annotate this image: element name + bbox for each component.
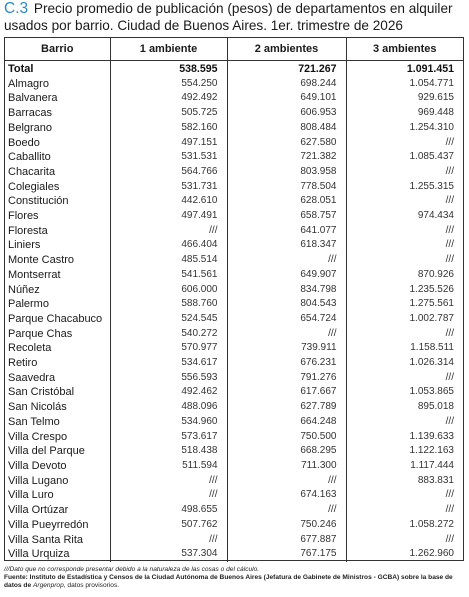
price-cell: 541.561	[110, 268, 227, 283]
price-cell: 1.002.787	[346, 312, 463, 327]
price-cell: 531.531	[110, 150, 227, 165]
footnote	[4, 566, 466, 574]
price-cell: 507.762	[110, 518, 227, 533]
price-cell: 524.545	[110, 312, 227, 327]
price-cell: 498.655	[110, 503, 227, 518]
price-cell: 1.058.272	[346, 518, 463, 533]
price-cell: 1.053.865	[346, 385, 463, 400]
price-cell: 674.163	[227, 488, 346, 503]
price-cell: ///	[346, 503, 463, 518]
price-cell: 564.766	[110, 165, 227, 180]
table-notes	[4, 566, 466, 591]
price-cell: ///	[346, 136, 463, 151]
price-cell: 1.054.771	[346, 77, 463, 92]
price-cell: ///	[346, 371, 463, 386]
table-title	[4, 1, 464, 34]
table-row	[5, 150, 463, 165]
price-cell: 627.789	[227, 400, 346, 415]
price-cell: 588.760	[110, 297, 227, 312]
price-cell: 804.543	[227, 297, 346, 312]
price-cell: 778.504	[227, 180, 346, 195]
barrio-cell: Recoleta	[8, 342, 52, 355]
barrio-cell: Belgrano	[8, 121, 53, 134]
price-cell: 606.953	[227, 106, 346, 121]
table-row	[5, 356, 463, 371]
barrio-cell: Almagro	[8, 77, 49, 90]
table-row	[5, 238, 463, 253]
table-row	[5, 224, 463, 239]
price-cell: 488.096	[110, 400, 227, 415]
price-cell: 1.262.960	[346, 547, 463, 562]
table-row	[5, 91, 463, 106]
price-cell: 1.122.163	[346, 444, 463, 459]
source-italic: Argenprop	[32, 582, 64, 590]
price-cell: 497.491	[110, 209, 227, 224]
price-cell: 485.514	[110, 253, 227, 268]
price-table	[5, 38, 463, 562]
price-cell: 739.911	[227, 341, 346, 356]
price-cell: 649.907	[227, 268, 346, 283]
price-cell: ///	[346, 415, 463, 430]
price-cell: 654.724	[227, 312, 346, 327]
barrio-cell: Barracas	[8, 107, 53, 120]
table-row	[5, 444, 463, 459]
price-cell: 628.051	[227, 194, 346, 209]
price-cell: ///	[346, 488, 463, 503]
barrio-cell: Saavedra	[8, 371, 56, 384]
price-cell: 531.731	[110, 180, 227, 195]
barrio-cell: Balvanera	[8, 92, 58, 105]
barrio-cell: Liniers	[8, 239, 41, 252]
table-row	[5, 459, 463, 474]
price-cell: 969.448	[346, 106, 463, 121]
price-cell: 534.960	[110, 415, 227, 430]
price-cell: 1.158.511	[346, 341, 463, 356]
table-title-text: Precio promedio de publicación (pesos) de departamentos en alquiler usados por barrio. Ciudad de Buenos Aires. 1er. trimestre de 2026	[4, 1, 453, 33]
price-cell: 658.757	[227, 209, 346, 224]
table-row	[5, 518, 463, 533]
barrio-cell: Montserrat	[8, 268, 61, 281]
barrio-cell: Villa Devoto	[8, 459, 67, 472]
price-cell: 750.246	[227, 518, 346, 533]
table-header-row	[5, 38, 463, 61]
price-cell: 534.617	[110, 356, 227, 371]
barrio-cell: Chacarita	[8, 165, 56, 178]
price-cell: 540.272	[110, 327, 227, 342]
price-cell: ///	[227, 253, 346, 268]
price-cell: ///	[346, 327, 463, 342]
table-row	[5, 312, 463, 327]
price-cell: 466.404	[110, 238, 227, 253]
price-cell: 1.026.314	[346, 356, 463, 371]
table-row	[5, 180, 463, 195]
barrio-cell: Monte Castro	[8, 254, 75, 267]
price-cell: 554.250	[110, 77, 227, 92]
price-cell: 518.438	[110, 444, 227, 459]
barrio-cell: Palermo	[8, 298, 49, 311]
price-cell: 974.434	[346, 209, 463, 224]
price-cell: 1.255.315	[346, 180, 463, 195]
price-cell: 492.462	[110, 385, 227, 400]
price-cell: 664.248	[227, 415, 346, 430]
barrio-cell: Villa Ortúzar	[8, 504, 69, 517]
price-cell: ///	[110, 474, 227, 489]
barrio-cell: Villa Lugano	[8, 474, 69, 487]
table-row	[5, 533, 463, 548]
table-row	[5, 209, 463, 224]
table-row	[5, 415, 463, 430]
price-cell: 505.725	[110, 106, 227, 121]
source-text: Instituto de Estadística y Censos de la Ciudad Autónoma de Buenos Aires (Jefatura de Gabinete de Ministros - GCBA) sobre la base de datos de	[4, 574, 453, 590]
price-cell: 870.926	[346, 268, 463, 283]
price-cell: 1.091.451	[346, 61, 463, 77]
price-cell: 676.231	[227, 356, 346, 371]
barrio-cell: Retiro	[8, 357, 38, 370]
price-cell: 1.139.633	[346, 430, 463, 445]
price-cell: 929.615	[346, 91, 463, 106]
price-cell: 627.580	[227, 136, 346, 151]
source-note	[4, 574, 466, 590]
barrio-cell: Floresta	[8, 224, 48, 237]
price-cell: 649.101	[227, 91, 346, 106]
price-cell: ///	[110, 224, 227, 239]
source-tail: , datos provisorios.	[63, 582, 120, 590]
header-1-ambiente: 1 ambiente	[110, 38, 227, 61]
header-barrio: Barrio	[5, 38, 110, 61]
table-row	[5, 400, 463, 415]
table-row	[5, 488, 463, 503]
barrio-cell: Boedo	[8, 136, 40, 149]
barrio-cell: Flores	[8, 210, 39, 223]
price-cell: 883.831	[346, 474, 463, 489]
table-row	[5, 283, 463, 298]
price-cell: ///	[346, 533, 463, 548]
barrio-cell: Parque Chacabuco	[8, 312, 103, 325]
barrio-cell: Villa Luro	[8, 489, 54, 502]
price-cell: 538.595	[110, 61, 227, 77]
price-cell: ///	[346, 253, 463, 268]
price-cell: 1.254.310	[346, 121, 463, 136]
price-cell: ///	[227, 327, 346, 342]
price-cell: 808.484	[227, 121, 346, 136]
price-cell: 791.276	[227, 371, 346, 386]
price-cell: 1.117.444	[346, 459, 463, 474]
header-2-ambientes: 2 ambientes	[227, 38, 346, 61]
price-cell: 698.244	[227, 77, 346, 92]
table-row	[5, 547, 463, 562]
price-cell: 442.610	[110, 194, 227, 209]
table-row	[5, 253, 463, 268]
barrio-cell: Villa Crespo	[8, 430, 68, 443]
price-cell: 834.798	[227, 283, 346, 298]
price-cell: 677.887	[227, 533, 346, 548]
footnote-text: ///Dato que no corresponde presentar debido a la naturaleza de las cosas o del cálculo.	[4, 566, 260, 573]
barrio-cell: San Nicolás	[8, 401, 67, 414]
price-cell: 497.151	[110, 136, 227, 151]
price-cell: 492.492	[110, 91, 227, 106]
barrio-cell: Villa Santa Rita	[8, 533, 84, 546]
table-row	[5, 165, 463, 180]
price-cell: 511.594	[110, 459, 227, 474]
price-cell: 1.235.526	[346, 283, 463, 298]
barrio-cell: Villa Urquiza	[8, 548, 70, 561]
price-cell: 1.085.437	[346, 150, 463, 165]
price-cell: 803.958	[227, 165, 346, 180]
price-cell: 767.175	[227, 547, 346, 562]
table-row	[5, 385, 463, 400]
price-cell: 711.300	[227, 459, 346, 474]
table-row	[5, 474, 463, 489]
price-cell: ///	[346, 224, 463, 239]
price-cell: 573.617	[110, 430, 227, 445]
source-label: Fuente:	[4, 574, 28, 582]
price-cell: 570.977	[110, 341, 227, 356]
barrio-cell: Constitución	[8, 195, 69, 208]
price-cell: 895.018	[346, 400, 463, 415]
price-cell: 606.000	[110, 283, 227, 298]
table-row	[5, 327, 463, 342]
barrio-cell: Villa del Parque	[8, 445, 85, 458]
barrio-cell: San Telmo	[8, 415, 60, 428]
price-cell: ///	[110, 533, 227, 548]
table-row	[5, 121, 463, 136]
price-cell: 617.667	[227, 385, 346, 400]
price-cell: 641.077	[227, 224, 346, 239]
barrio-cell: Total	[8, 63, 34, 75]
table-row	[5, 194, 463, 209]
barrio-cell: Parque Chas	[8, 327, 73, 340]
header-3-ambientes: 3 ambientes	[346, 38, 463, 61]
price-table-container	[4, 37, 464, 561]
price-cell: 668.295	[227, 444, 346, 459]
total-row	[5, 61, 463, 77]
table-row	[5, 430, 463, 445]
price-cell: 721.267	[227, 61, 346, 77]
barrio-cell: Villa Pueyrredón	[8, 518, 89, 531]
table-row	[5, 503, 463, 518]
table-row	[5, 341, 463, 356]
price-cell: ///	[346, 194, 463, 209]
table-code: C.3	[4, 0, 29, 17]
price-cell: ///	[346, 165, 463, 180]
price-cell: 618.347	[227, 238, 346, 253]
table-row	[5, 371, 463, 386]
table-row	[5, 106, 463, 121]
price-cell: 721.382	[227, 150, 346, 165]
table-row	[5, 136, 463, 151]
price-cell: 582.160	[110, 121, 227, 136]
price-cell: 750.500	[227, 430, 346, 445]
table-body	[5, 61, 463, 562]
price-cell: ///	[110, 488, 227, 503]
price-cell: ///	[346, 238, 463, 253]
barrio-cell: Colegiales	[8, 180, 60, 193]
price-cell: ///	[227, 503, 346, 518]
price-cell: 556.593	[110, 371, 227, 386]
barrio-cell: San Cristóbal	[8, 386, 75, 399]
price-cell: 1.275.561	[346, 297, 463, 312]
table-row	[5, 268, 463, 283]
table-row	[5, 77, 463, 92]
price-cell: 537.304	[110, 547, 227, 562]
barrio-cell: Núñez	[8, 283, 40, 296]
table-row	[5, 297, 463, 312]
barrio-cell: Caballito	[8, 151, 51, 164]
price-cell: ///	[227, 474, 346, 489]
